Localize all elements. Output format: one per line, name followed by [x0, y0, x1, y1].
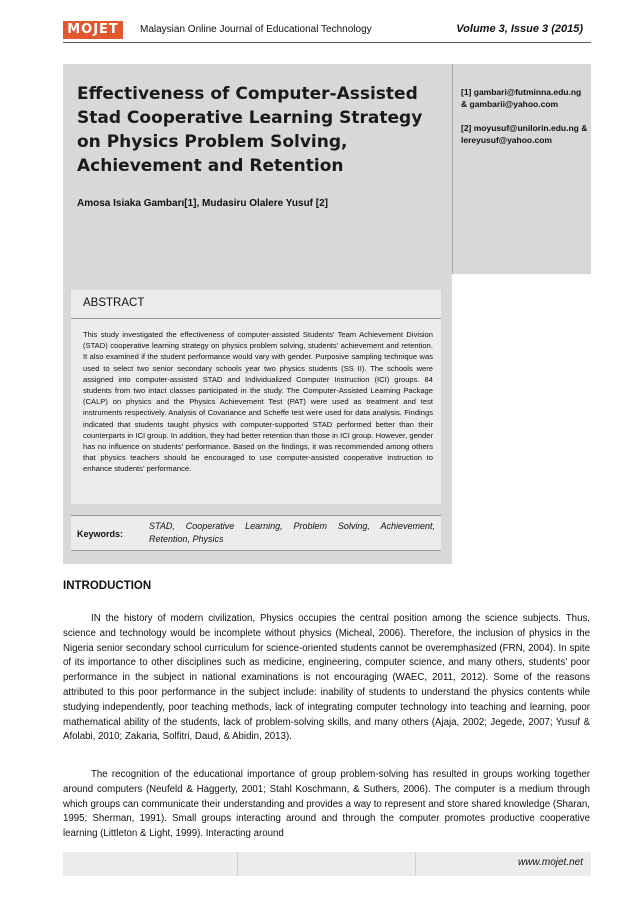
author-emails-panel	[453, 64, 591, 274]
introduction-paragraph-2: The recognition of the educational importance of group problem-solving has resulted in groups working together around computers (Neufeld & Haggerty, 2001; Stahl Koschmann, & Suthers, 2006). The computer is a medium through which groups can communicate their understanding and provides a way to represent and store shared knowledge (Sharan, 1995; Sherman, 1991). Small groups interacting around and through the computer promotes productive cooperative learning (Littleton & Light, 1999). Interacting around	[63, 769, 590, 840]
keywords-list: STAD, Cooperative Learning, Problem Solving, Achievement, Retention, Physics	[149, 521, 435, 544]
footer-url[interactable]: www.mojet.net	[517, 857, 583, 868]
introduction-heading: INTRODUCTION	[63, 580, 152, 592]
footer-divider	[237, 852, 238, 876]
keywords-row	[71, 515, 441, 551]
journal-name: Malaysian Online Journal of Educational Technology	[140, 24, 372, 35]
title-panel	[63, 64, 453, 274]
introduction-paragraph-1: IN the history of modern civilization, Physics occupies the central position among the science subjects. Thus, science and technology would be incomplete without physics (Micheal, 2006). Therefore, the inclusion of physics in the Nigeria senior secondary school curriculum for science-oriented students cannot be overemphasized (FRN, 2004). In spite of its importance to other disciplines such as medicine, engineering, computer science, and many others, students’ poor performance in the subject in national examinations is not encouraging (WAEC, 2011, 2012). Some of the reasons attributed to this poor performance in the subject include: inability of students to understand the physics contents while studying independently, poor teaching methods, lack of integrating computer technology into teaching and learning, poor mathematical ability of the students, lack of problem-solving skills, and many others (Ajaja, 2002; Jegede, 2007; Yusuf & Afolabi, 2010; Zakaria, Solfitri, Daud, & Abidin, 2013).	[63, 613, 590, 743]
keywords-label: Keywords:	[77, 529, 124, 539]
abstract-text: This study investigated the effectiveness of computer-assisted Students’ Team Achievement Division (STAD) cooperative learning strategy on physics problem solving, students’ achievement and retention. It also examined if the student performance would vary with gender. Purposive sampling technique was used to select two senior secondary schools year two physics students (SS II). The schools were assigned into computer-assisted STAD and Individualized Computer Instruction (ICI) groups. 84 students from two intact classes participated in the study. The Computer-Assisted Learning Package (CALP) on physics and the Physics Achievement Test (PAT) were used as treatment and test instruments respectively. Analysis of Covariance and Scheffe test were used for data analysis. Findings indicated that students taught physics with computer-supported STAD performed better than their counterparts in ICI group. In addition, they had better retention than those in ICI group. However, gender has no influence on students’ performance. Based on the findings, it was recommended among others that physics teachers should be encouraged to use computer-assisted cooperative instruction to enhance students’ performance.	[83, 330, 433, 474]
article-authors: Amosa Isiaka Gambarı[1], Mudasiru Olalere Yusuf [2]	[77, 198, 329, 209]
page-header	[63, 18, 591, 42]
journal-logo: MOJET	[63, 21, 123, 39]
footer-divider	[415, 852, 416, 876]
abstract-body	[71, 319, 441, 504]
abstract-panel	[63, 274, 452, 564]
abstract-heading	[71, 290, 441, 319]
author-email-2: [2] moyusuf@unilorin.edu.ng & lereyusuf@yahoo.com	[461, 123, 588, 145]
article-title: Effectiveness of Computer-Assisted Stad Cooperative Learning Strategy on Physics Problem Solving, Achievement and Retention	[77, 84, 423, 176]
page-footer	[63, 852, 591, 876]
abstract-heading-label: ABSTRACT	[83, 297, 145, 309]
author-email-1: [1] gambari@futminna.edu.ng & gambarii@yahoo.com	[461, 87, 582, 109]
volume-issue: Volume 3, Issue 3 (2015)	[456, 23, 583, 35]
header-rule	[63, 42, 591, 43]
